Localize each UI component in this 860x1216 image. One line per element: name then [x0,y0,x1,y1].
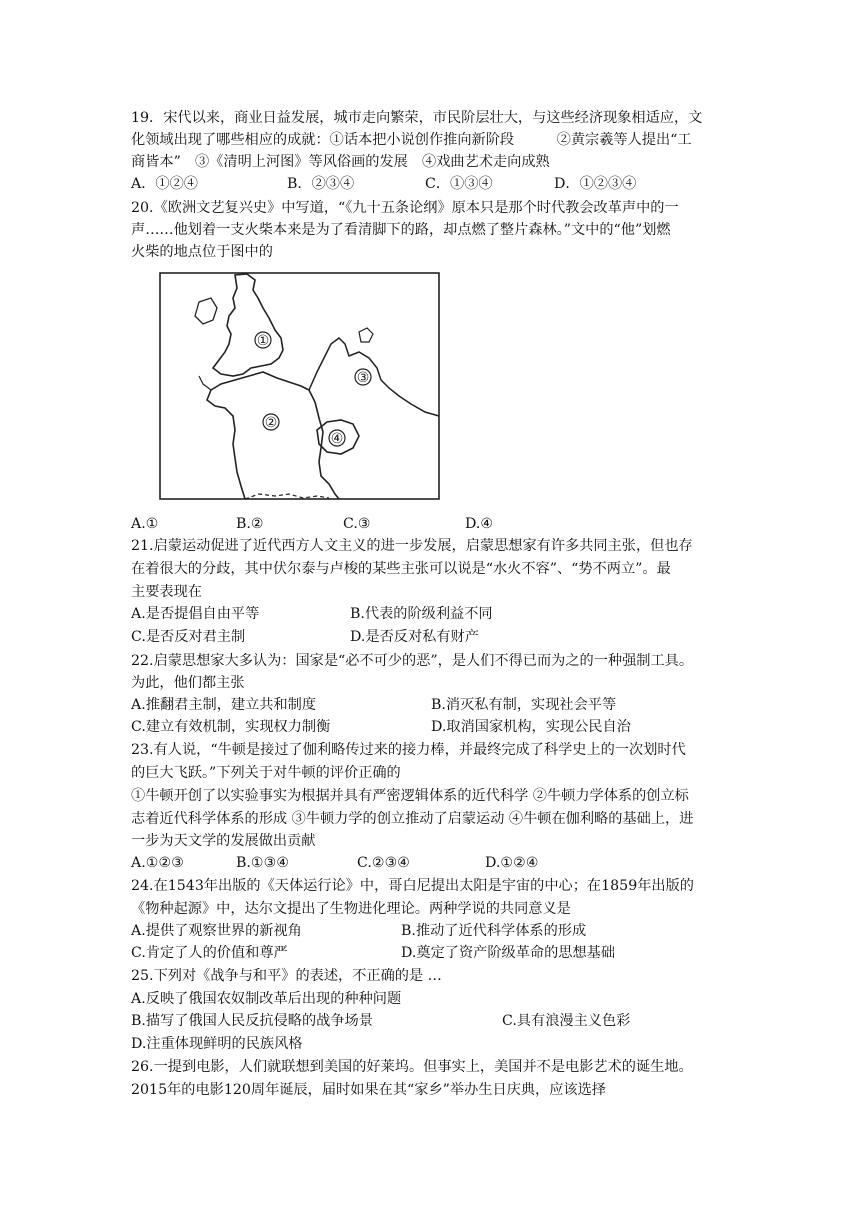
q20-line1: 20.《欧洲文艺复兴史》中写道，“《九十五条论纲》原本只是那个时代教会改革声中的一 [131,200,679,216]
q26-line2: 2015年的电影120周年诞辰，届时如果在其“家乡”举办生日庆典，应该选择 [131,1082,606,1098]
q25-option-b: B.描写了俄国人民反抗侵略的战争场景 [131,1013,373,1029]
q22-line1: 22.启蒙思想家大多认为：国家是“必不可少的恶”，是人们不得已而为之的一种强制工具。 [131,653,694,669]
q21-line3: 主要表现在 [131,584,202,600]
q21-line1: 21.启蒙运动促进了近代西方人文主义的进一步发展，启蒙思想家有许多共同主张，但也存 [131,538,693,554]
q23-option-c: C.②③④ [357,855,411,871]
map-label-1: ① [256,333,270,349]
q19-line1: 19．宋代以来，商业日益发展，城市走向繁荣，市民阶层壮大，与这些经济现象相适应，文 [131,110,703,126]
q20-option-c: C.③ [343,516,371,532]
q25-option-d: D.注重体现鲜明的民族风格 [131,1036,303,1052]
q20-option-a: A.① [131,516,159,532]
q21-line2: 在着很大的分歧，其中伏尔泰与卢梭的某些主张可以说是“水火不容”、“势不两立”。最 [131,561,671,577]
q24-line1: 24.在1543年出版的《天体运行论》中，哥白尼提出太阳是宇宙的中心；在1859年出版的 [131,878,694,894]
q23-line3: ①牛顿开创了以实验事实为根据并具有严密逻辑体系的近代科学 ②牛顿力学体系的创立标 [131,788,689,804]
q19-line2: 化领域出现了哪些相应的成就：①话本把小说创作推向新阶段 ②黄宗羲等人提出“工 [131,132,692,148]
map-label-4: ④ [330,431,344,447]
q23-option-d: D.①②④ [485,855,539,871]
q19-option-b: B．②③④ [287,176,355,192]
map-label-3: ③ [356,370,370,386]
q22-option-a: A.推翻君主制，建立共和制度 [131,697,317,713]
q20-option-b: B.② [236,516,264,532]
q23-line2: 的巨大飞跃。”下列关于对牛顿的评价正确的 [131,765,401,781]
q19-option-c: C．①③④ [425,176,493,192]
q21-option-c: C.是否反对君主制 [131,629,246,645]
q22-option-d: D.取消国家机构，实现公民自治 [431,719,631,735]
q20-line2: 声……他划着一支火柴本来是为了看清脚下的路，却点燃了整片森林。”文中的“他”划燃 [131,222,671,238]
q19-line3: 商皆本” ③《清明上河图》等风俗画的发展 ④戏曲艺术走向成熟 [131,154,550,170]
q24-option-d: D.奠定了资产阶级革命的思想基础 [401,945,616,961]
q24-option-c: C.肯定了人的价值和尊严 [131,945,288,961]
q24-option-b: B.推动了近代科学体系的形成 [401,923,587,939]
q21-option-b: B.代表的阶级利益不同 [350,606,493,622]
q26-line1: 26.一提到电影，人们就联想到美国的好莱坞。但事实上，美国并不是电影艺术的诞生地。 [131,1059,693,1075]
q19-option-d: D．①②③④ [554,176,637,192]
q25-line1: 25.下列对《战争与和平》的表述，不正确的是 … [131,968,442,984]
q21-option-d: D.是否反对私有财产 [350,629,479,645]
q22-option-c: C.建立有效机制，实现权力制衡 [131,719,331,735]
map-label-2: ② [264,415,278,431]
q25-option-a: A.反映了俄国农奴制改革后出现的种种问题 [131,991,402,1007]
q23-line5: 一步为天文学的发展做出贡献 [131,833,316,849]
q24-line2: 《物种起源》中，达尔文提出了生物进化理论。两种学说的共同意义是 [131,901,571,917]
q19-option-a: A．①②④ [131,176,198,192]
q22-option-b: B.消灭私有制，实现社会平等 [431,697,617,713]
q23-option-b: B.①③④ [236,855,290,871]
q23-line4: 志着近代科学体系的形成 ③牛顿力学的创立推动了启蒙运动 ④牛顿在伽利略的基础上，进 [131,811,694,827]
q22-line2: 为此，他们都主张 [131,675,245,691]
europe-map-figure [159,272,440,500]
q20-line3: 火柴的地点位于图中的 [131,244,273,260]
q25-option-c: C.具有浪漫主义色彩 [502,1013,631,1029]
q23-option-a: A.①②③ [131,855,184,871]
q23-line1: 23.有人说，“牛顿是接过了伽利略传过来的接力棒，并最终完成了科学史上的一次划时代 [131,742,686,758]
q20-option-d: D.④ [465,516,494,532]
q21-option-a: A.是否提倡自由平等 [131,606,260,622]
q24-option-a: A.提供了观察世界的新视角 [131,923,302,939]
